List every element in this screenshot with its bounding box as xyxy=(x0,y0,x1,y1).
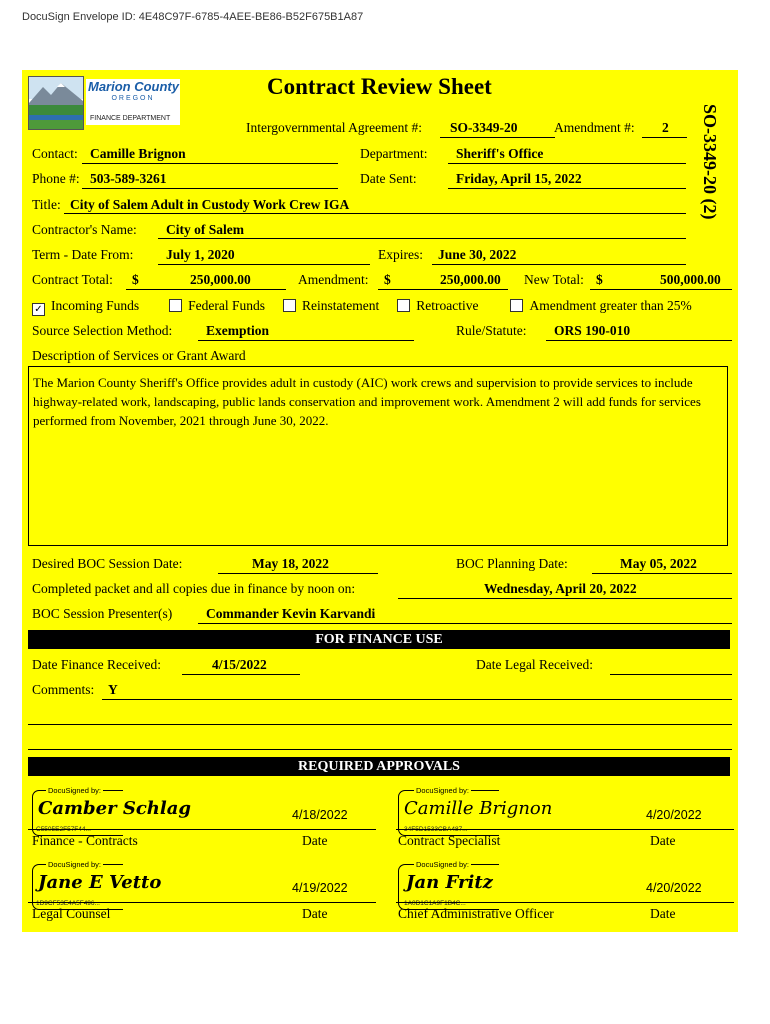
due-date-value: Wednesday, April 20, 2022 xyxy=(484,581,637,596)
checkbox-box[interactable] xyxy=(397,299,410,312)
envelope-id: DocuSign Envelope ID: 4E48C97F-6785-4AEE-BE86-B52F675B1A87 xyxy=(22,11,364,23)
expires-label: Expires: xyxy=(378,247,423,262)
docusign-label: DocuSigned by: xyxy=(48,860,101,869)
term-from-value: July 1, 2020 xyxy=(166,247,235,262)
department-label: Department: xyxy=(360,146,428,161)
comments-value: Y xyxy=(108,682,118,697)
signature-contract-specialist: Camille Brignon xyxy=(404,798,553,819)
date-sent-label: Date Sent: xyxy=(360,171,417,186)
amendment-amount-value: 250,000.00 xyxy=(440,272,501,287)
approval-role: Chief Administrative Officer xyxy=(398,906,554,921)
amendment-amount-label: Amendment: xyxy=(298,272,369,287)
date-label: Date xyxy=(302,833,328,848)
signature-legal-counsel: Jane E Vetto xyxy=(38,872,162,893)
signature-finance-contracts: Camber Schlag xyxy=(38,798,191,819)
approval-date: 4/18/2022 xyxy=(292,808,348,822)
description-label: Description of Services or Grant Award xyxy=(32,348,246,363)
comments-label: Comments: xyxy=(32,682,95,697)
approval-contract-specialist xyxy=(390,782,736,852)
approval-role: Contract Specialist xyxy=(398,833,501,848)
side-contract-id: SO-3349-20 (2) xyxy=(700,104,720,220)
expires-value: June 30, 2022 xyxy=(438,247,517,262)
phone-label: Phone #: xyxy=(32,171,80,186)
source-selection-label: Source Selection Method: xyxy=(32,323,173,338)
title-label: Title: xyxy=(32,197,61,212)
department-value: Sheriff's Office xyxy=(456,146,544,161)
checkbox-retroactive[interactable] xyxy=(397,298,478,313)
contact-value: Camille Brignon xyxy=(90,146,186,161)
date-finance-received-value: 4/15/2022 xyxy=(212,657,267,672)
signature-chief-administrative-officer: Jan Fritz xyxy=(406,872,493,893)
due-date-label: Completed packet and all copies due in finance by noon on: xyxy=(32,581,356,596)
logo-dept: FINANCE DEPARTMENT xyxy=(90,115,171,122)
date-legal-received-label: Date Legal Received: xyxy=(476,657,593,672)
rule-statute-label: Rule/Statute: xyxy=(456,323,527,338)
approval-finance-contracts xyxy=(22,782,382,852)
contractor-value: City of Salem xyxy=(166,222,244,237)
checkbox-box[interactable] xyxy=(169,299,182,312)
approval-date: 4/20/2022 xyxy=(646,808,702,822)
amendment-number-value: 2 xyxy=(662,120,669,135)
contract-total-currency: $ xyxy=(132,272,139,287)
boc-presenter-label: BOC Session Presenter(s) xyxy=(32,606,173,621)
mountain-logo-icon xyxy=(28,76,84,130)
docusign-label: DocuSigned by: xyxy=(416,786,469,795)
logo-sub: OREGON xyxy=(111,95,155,102)
logo-text-block xyxy=(86,79,180,125)
contract-total-value: 250,000.00 xyxy=(190,272,251,287)
title-value: City of Salem Adult in Custody Work Crew IGA xyxy=(70,197,350,212)
description-box xyxy=(28,366,728,546)
contract-review-sheet xyxy=(22,70,738,932)
agreement-label: Intergovernmental Agreement #: xyxy=(246,120,422,135)
funds-checkbox-row xyxy=(32,298,692,316)
checkbox-federal-funds[interactable] xyxy=(169,298,265,313)
approval-role: Legal Counsel xyxy=(32,906,111,921)
checkbox-incoming-funds[interactable] xyxy=(32,298,139,313)
phone-value: 503-589-3261 xyxy=(90,171,167,186)
description-text: The Marion County Sheriff's Office provides adult in custody (AIC) work crews and supervision to provide services to include highway-related work, landscaping, public lands conservation and improvement work. Amendment 2 will add funds for services performed from November, 2021 through June 30, 2022. xyxy=(33,375,701,428)
boc-planning-label: BOC Planning Date: xyxy=(456,556,568,571)
amendment-number-label: Amendment #: xyxy=(554,120,635,135)
boc-presenter-value: Commander Kevin Karvandi xyxy=(206,606,376,621)
contractor-label: Contractor's Name: xyxy=(32,222,137,237)
checkbox-label: Reinstatement xyxy=(302,298,380,313)
checkbox-label: Amendment greater than 25% xyxy=(529,298,692,313)
approval-role: Finance - Contracts xyxy=(32,833,138,848)
checkbox-label: Incoming Funds xyxy=(51,298,140,313)
boc-session-label: Desired BOC Session Date: xyxy=(32,556,183,571)
agreement-value: SO-3349-20 xyxy=(450,120,518,135)
date-label: Date xyxy=(302,906,328,921)
amendment-amount-currency: $ xyxy=(384,272,391,287)
new-total-label: New Total: xyxy=(524,272,584,287)
signer-id: 1A0D1C1A9F1B4C... xyxy=(404,900,466,907)
date-sent-value: Friday, April 15, 2022 xyxy=(456,171,582,186)
checkbox-label: Retroactive xyxy=(416,298,479,313)
approval-date: 4/19/2022 xyxy=(292,881,348,895)
source-selection-value: Exemption xyxy=(206,323,270,338)
boc-session-value: May 18, 2022 xyxy=(252,556,329,571)
approval-chief-administrative-officer xyxy=(390,856,736,926)
new-total-value: 500,000.00 xyxy=(660,272,721,287)
boc-planning-value: May 05, 2022 xyxy=(620,556,697,571)
rule-statute-value: ORS 190-010 xyxy=(554,323,631,338)
contract-total-label: Contract Total: xyxy=(32,272,113,287)
county-logo xyxy=(28,76,180,128)
checkbox-box[interactable] xyxy=(510,299,523,312)
date-label: Date xyxy=(650,906,676,921)
checkbox-label: Federal Funds xyxy=(188,298,266,313)
page-title: Contract Review Sheet xyxy=(267,74,492,99)
checkbox-reinstatement[interactable] xyxy=(283,298,379,313)
docusign-label: DocuSigned by: xyxy=(48,786,101,795)
term-from-label: Term - Date From: xyxy=(32,247,134,262)
finance-use-header: FOR FINANCE USE xyxy=(28,630,730,649)
approval-date: 4/20/2022 xyxy=(646,881,702,895)
date-label: Date xyxy=(650,833,676,848)
new-total-currency: $ xyxy=(596,272,603,287)
signer-id: C5505E2F57F44... xyxy=(36,826,91,833)
docusign-label: DocuSigned by: xyxy=(416,860,469,869)
approval-legal-counsel xyxy=(22,856,382,926)
checkbox-amendment-greater-than-25[interactable] xyxy=(510,298,691,313)
date-finance-received-label: Date Finance Received: xyxy=(32,657,161,672)
checkbox-box[interactable]: ✓ xyxy=(32,303,45,316)
signer-id: 34F5D1533CBA487... xyxy=(404,826,468,833)
contact-label: Contact: xyxy=(32,146,78,161)
checkbox-box[interactable] xyxy=(283,299,296,312)
required-approvals-header: REQUIRED APPROVALS xyxy=(28,757,730,776)
signer-id: 1D9CF53E4A5F496... xyxy=(36,900,100,907)
logo-name: Marion County xyxy=(88,79,179,94)
